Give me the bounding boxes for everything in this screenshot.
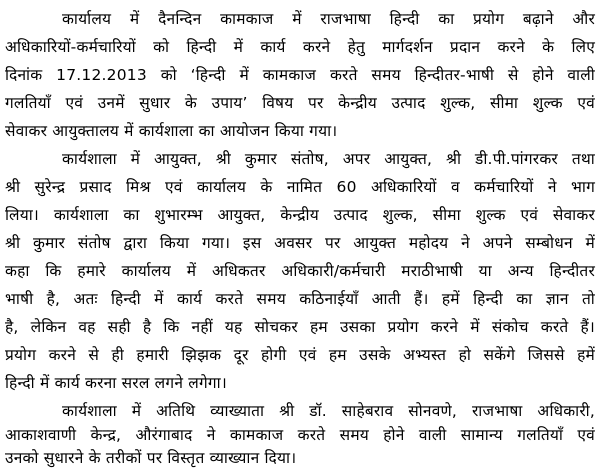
paragraph-2-line-8: प्रयोग करने से ही हमारी झिझक दूर होगी एवं हम उसके अभ्यस्त हो सकेंगे जिससे हमें xyxy=(5,346,595,364)
paragraph-1-line-5: सेवाकर आयुक्तालय में कार्यशाला का आयोजन किया गया। xyxy=(5,122,338,140)
paragraph-1-line-1: कार्यालय में दैनन्दिन कामकाज में राजभाषा हिन्दी का प्रयोग बढ़ाने और xyxy=(62,10,595,28)
paragraph-1-line-3: दिनांक 17.12.2013 को ‘हिन्दी में कामकाज करते समय हिन्दीतर-भाषी से होने वाली xyxy=(5,66,595,84)
paragraph-3-line-3: उनको सुधारने के तरीकों पर विस्तृत व्याख्यान दिया। xyxy=(5,449,297,467)
paragraph-2-line-6: भाषी है, अतः हिन्दी में कार्य करते समय कठिनाईयाँ आती हैं। हमें हिन्दी का ज्ञान तो xyxy=(5,290,595,308)
paragraph-2-line-9: हिन्दी में कार्य करना सरल लगने लगेगा। xyxy=(5,374,227,392)
paragraph-2-line-7: है, लेकिन वह सही है कि नहीं यह सोचकर हम उसका प्रयोग करने में संकोच करते हैं। xyxy=(5,318,595,336)
paragraph-2-line-3: लिया। कार्यशाला का शुभारम्भ आयुक्त, केन्द्रीय उत्पाद शुल्क, सीमा शुल्क एवं सेवाकर xyxy=(5,206,595,224)
paragraph-2-line-5: कहा कि हमारे कार्यालय में अधिकतर अधिकारी/कर्मचारी मराठीभाषी या अन्य हिन्दीतर xyxy=(5,262,595,280)
paragraph-2-line-4: श्री कुमार संतोष द्वारा किया गया। इस अवसर पर आयुक्त महोदय ने अपने सम्बोधन में xyxy=(5,234,595,252)
paragraph-2-line-2: श्री सुरेन्द्र प्रसाद मिश्र एवं कार्यालय के नामित 60 अधिकारियों व कर्मचारियों ने भाग xyxy=(5,178,595,196)
paragraph-2-line-1: कार्यशाला में आयुक्त, श्री कुमार संतोष, अपर आयुक्त, श्री डी.पी.पांगरकर तथा xyxy=(62,150,595,168)
paragraph-3-line-1: कार्यशाला में अतिथि व्याख्याता श्री डॉ. साहेबराव सोनवणे, राजभाषा अधिकारी, xyxy=(62,402,595,420)
paragraph-1-line-4: गलतियाँ एवं उनमें सुधार के उपाय’ विषय पर केन्द्रीय उत्पाद शुल्क, सीमा शुल्क एवं xyxy=(5,94,595,112)
paragraph-1-line-2: अधिकारियों-कर्मचारियों को हिन्दी में कार्य करने हेतु मार्गदर्शन प्रदान करने के लिए xyxy=(5,38,595,56)
paragraph-3-line-2: आकाशवाणी केन्द्र, औरंगाबाद ने कामकाज करते समय होने वाली सामान्य गलतियाँ एवं xyxy=(5,426,595,444)
